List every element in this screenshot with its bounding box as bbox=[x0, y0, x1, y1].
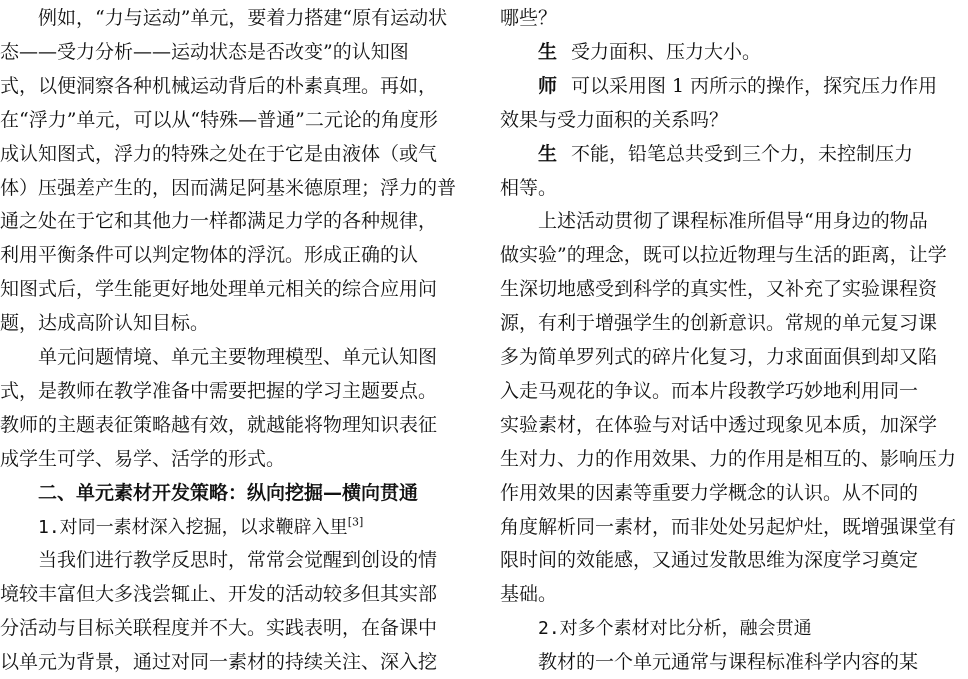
speaker-label: 生 bbox=[538, 40, 558, 63]
dialogue-line bbox=[500, 137, 968, 171]
text-line: 生深切地感受到科学的真实性，又补充了实验课程资 bbox=[500, 278, 938, 301]
text-line: 基础。 bbox=[500, 583, 558, 606]
text-line: 在“浮力”单元，可以从“特殊—普通”二元论的角度形 bbox=[0, 108, 438, 131]
text-line: 实验素材，在体验与对话中透过现象见本质，加深学 bbox=[500, 413, 938, 436]
subsection-heading bbox=[0, 510, 468, 544]
citation-ref: [3] bbox=[347, 515, 364, 529]
text-line: 成认知图式，浮力的特殊之处在于它是由液体（或气 bbox=[0, 142, 438, 165]
text-line: 利用平衡条件可以判定物体的浮沉。形成正确的认 bbox=[0, 244, 419, 267]
text-line: 源，有利于增强学生的创新意识。常规的单元复习课 bbox=[500, 312, 938, 335]
text-line: 知图式后，学生能更好地处理单元相关的综合应用问 bbox=[0, 278, 438, 301]
subsection-heading bbox=[500, 611, 968, 645]
text-line: 分活动与目标关联程度并不大。实践表明，在备课中 bbox=[0, 617, 438, 640]
text-line: 哪些？ bbox=[500, 7, 558, 29]
text-line: 教材的一个单元通常与课程标准科学内容的某 bbox=[538, 651, 919, 674]
text-line: 例如，“力与运动”单元，要着力搭建“原有运动状 bbox=[38, 7, 448, 29]
text-line: 式，是教师在教学准备中需要把握的学习主题要点。 bbox=[0, 379, 438, 402]
dialogue-text: 可以采用图 1 丙所示的操作，探究压力作用 bbox=[571, 74, 938, 97]
text-line: 入走马观花的争议。而本片段教学巧妙地利用同一 bbox=[500, 379, 919, 402]
text-line: 效果与受力面积的关系吗？ bbox=[500, 108, 729, 131]
dialogue-line bbox=[500, 69, 968, 103]
text-line: 体）压强差产生的，因而满足阿基米德原理；浮力的普 bbox=[0, 176, 457, 199]
text-line: 生对力、力的作用效果、力的作用是相互的、影响压力 bbox=[500, 447, 957, 470]
text-line: 成学生可学、易学、活学的形式。 bbox=[0, 447, 286, 470]
section-heading-text: 二、单元素材开发策略：纵向挖掘—横向贯通 bbox=[38, 481, 419, 504]
dialogue-line bbox=[500, 35, 968, 69]
subsection-heading-text: 1.对同一素材深入挖掘，以求鞭辟入里 bbox=[38, 516, 348, 538]
text-line: 限时间的效能感，又通过发散思维为深度学习奠定 bbox=[500, 549, 919, 572]
subsection-heading-text: 2.对多个素材对比分析，融会贯通 bbox=[538, 618, 812, 640]
text-line: 式，以便洞察各种机械运动背后的朴素真理。再如， bbox=[0, 74, 438, 97]
text-line: 当我们进行教学反思时，常常会觉醒到创设的情 bbox=[38, 549, 438, 572]
text-line: 通之处在于它和其他力一样都满足力学的各种规律， bbox=[0, 210, 438, 233]
text-line: 题，达成高阶认知目标。 bbox=[0, 312, 210, 335]
text-line: 态——受力分析——运动状态是否改变”的认知图 bbox=[0, 40, 409, 63]
text-line: 角度解析同一素材，而非处处另起炉灶，既增强课堂有 bbox=[500, 515, 957, 538]
speaker-label: 师 bbox=[538, 74, 558, 97]
dialogue-text: 受力面积、压力大小。 bbox=[571, 40, 762, 63]
text-line: 多为简单罗列式的碎片化复习，力求面面俱到却又陷 bbox=[500, 346, 938, 368]
speaker-label: 生 bbox=[538, 142, 558, 165]
text-line: 上述活动贯彻了课程标准所倡导“用身边的物品 bbox=[538, 210, 928, 233]
text-line: 教师的主题表征策略越有效，就越能将物理知识表征 bbox=[0, 413, 438, 436]
text-line: 单元问题情境、单元主要物理模型、单元认知图 bbox=[38, 346, 438, 368]
text-line: 相等。 bbox=[500, 176, 558, 199]
text-line: 以单元为背景，通过对同一素材的持续关注、深入挖 bbox=[0, 651, 438, 674]
text-line: 作用效果的因素等重要力学概念的认识。从不同的 bbox=[500, 481, 919, 504]
text-line: 境较丰富但大多浅尝辄止、开发的活动较多但其实部 bbox=[0, 583, 438, 606]
section-heading bbox=[0, 476, 468, 510]
dialogue-text: 不能，铅笔总共受到三个力，未控制压力 bbox=[571, 142, 914, 165]
text-line: 做实验”的理念，既可以拉近物理与生活的距离，让学 bbox=[500, 244, 947, 267]
